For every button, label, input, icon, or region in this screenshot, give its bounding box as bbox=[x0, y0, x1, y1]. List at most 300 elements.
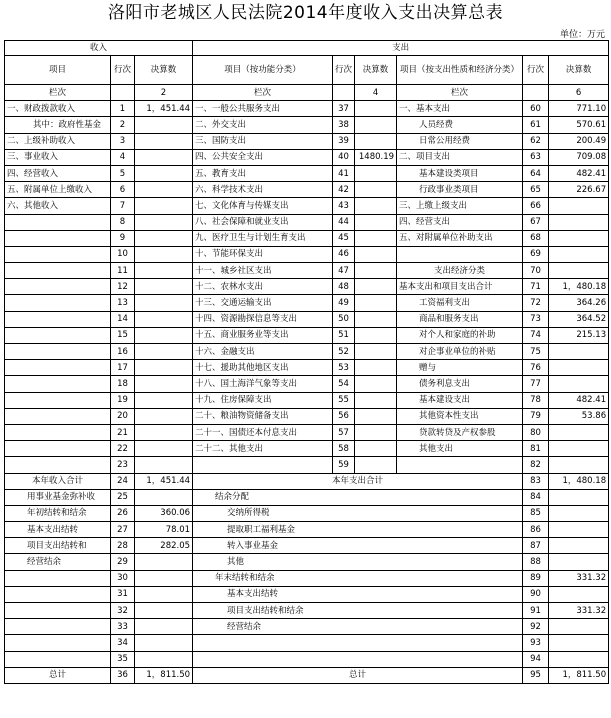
econ-item: 基本支出和项目支出合计 bbox=[397, 279, 523, 295]
income-item: 本年收入合计 bbox=[5, 473, 111, 489]
func-row-no: 51 bbox=[333, 327, 355, 343]
income-row-no: 14 bbox=[111, 311, 135, 327]
expenditure-row-no: 85 bbox=[523, 505, 549, 521]
expenditure-amount bbox=[549, 619, 609, 635]
income-row-no: 27 bbox=[111, 522, 135, 538]
income-amount bbox=[135, 279, 193, 295]
table-row bbox=[5, 246, 609, 262]
econ-row-no: 70 bbox=[523, 263, 549, 279]
income-row-no: 20 bbox=[111, 408, 135, 424]
func-amount bbox=[355, 182, 397, 198]
income-item bbox=[5, 360, 111, 376]
col-label: 栏次 bbox=[193, 85, 333, 101]
income-item: 三、事业收入 bbox=[5, 149, 111, 165]
econ-item: 五、对附属单位补助支出 bbox=[397, 230, 523, 246]
table-row bbox=[5, 101, 609, 117]
income-item bbox=[5, 586, 111, 602]
econ-item bbox=[397, 246, 523, 262]
func-item: 九、医疗卫生与计划生育支出 bbox=[193, 230, 333, 246]
table-row bbox=[5, 635, 609, 651]
income-amount bbox=[135, 651, 193, 667]
income-item bbox=[5, 230, 111, 246]
func-amount bbox=[355, 441, 397, 457]
func-amount bbox=[355, 263, 397, 279]
econ-item: 赠与 bbox=[397, 360, 523, 376]
expenditure-item: 总计 bbox=[193, 667, 523, 683]
econ-row-no: 71 bbox=[523, 279, 549, 295]
func-row-no: 40 bbox=[333, 149, 355, 165]
income-amount: 360.06 bbox=[135, 505, 193, 521]
income-amount bbox=[135, 327, 193, 343]
income-item bbox=[5, 392, 111, 408]
econ-row-no: 81 bbox=[523, 441, 549, 457]
income-row-no: 21 bbox=[111, 424, 135, 440]
econ-amount: 53.86 bbox=[549, 408, 609, 424]
income-item bbox=[5, 424, 111, 440]
econ-row-no: 75 bbox=[523, 344, 549, 360]
econ-item bbox=[397, 457, 523, 473]
func-item bbox=[193, 457, 333, 473]
func-item: 十九、住房保障支出 bbox=[193, 392, 333, 408]
func-row-no: 58 bbox=[333, 441, 355, 457]
income-row-no: 22 bbox=[111, 441, 135, 457]
expenditure-item: 转入事业基金 bbox=[193, 538, 523, 554]
econ-amount bbox=[549, 246, 609, 262]
income-amount bbox=[135, 441, 193, 457]
func-row-no: 57 bbox=[333, 424, 355, 440]
func-amount bbox=[355, 376, 397, 392]
func-amount bbox=[355, 408, 397, 424]
income-row-no: 35 bbox=[111, 651, 135, 667]
table-row bbox=[5, 279, 609, 295]
income-item: 总计 bbox=[5, 667, 111, 683]
expenditure-row-no: 86 bbox=[523, 522, 549, 538]
econ-row-no: 73 bbox=[523, 311, 549, 327]
func-item: 十一、城乡社区支出 bbox=[193, 263, 333, 279]
expenditure-item: 交纳所得税 bbox=[193, 505, 523, 521]
income-item bbox=[5, 279, 111, 295]
income-row-no: 1 bbox=[111, 101, 135, 117]
table-row bbox=[5, 522, 609, 538]
func-item: 十、节能环保支出 bbox=[193, 246, 333, 262]
table-row bbox=[5, 392, 609, 408]
econ-row-no: 62 bbox=[523, 133, 549, 149]
econ-item: 基本建设支出 bbox=[397, 392, 523, 408]
income-amount bbox=[135, 133, 193, 149]
expenditure-amount bbox=[549, 538, 609, 554]
func-row-no: 43 bbox=[333, 198, 355, 214]
func-item: 二、外交支出 bbox=[193, 117, 333, 133]
income-amount bbox=[135, 214, 193, 230]
col-econ-item-header: 项目（按支出性质和经济分类） bbox=[397, 56, 523, 85]
income-amount bbox=[135, 635, 193, 651]
func-item: 十七、援助其他地区支出 bbox=[193, 360, 333, 376]
income-row-no: 26 bbox=[111, 505, 135, 521]
func-row-no: 59 bbox=[333, 457, 355, 473]
econ-amount: 570.61 bbox=[549, 117, 609, 133]
table-row bbox=[5, 473, 609, 489]
func-row-no: 50 bbox=[333, 311, 355, 327]
func-row-no: 37 bbox=[333, 101, 355, 117]
income-item bbox=[5, 603, 111, 619]
income-row-no: 32 bbox=[111, 603, 135, 619]
expenditure-row-no: 93 bbox=[523, 635, 549, 651]
income-amount bbox=[135, 554, 193, 570]
econ-item: 其他支出 bbox=[397, 441, 523, 457]
table-row bbox=[5, 441, 609, 457]
econ-amount: 200.49 bbox=[549, 133, 609, 149]
expenditure-amount bbox=[549, 554, 609, 570]
func-amount bbox=[355, 246, 397, 262]
func-row-no: 46 bbox=[333, 246, 355, 262]
expenditure-item bbox=[193, 651, 523, 667]
income-amount bbox=[135, 198, 193, 214]
income-item: 基本支出结转 bbox=[5, 522, 111, 538]
income-row-no: 28 bbox=[111, 538, 135, 554]
func-amount bbox=[355, 230, 397, 246]
func-amount bbox=[355, 214, 397, 230]
econ-row-no: 67 bbox=[523, 214, 549, 230]
econ-row-no: 60 bbox=[523, 101, 549, 117]
income-row-no: 31 bbox=[111, 586, 135, 602]
col-num: 6 bbox=[549, 85, 609, 101]
income-amount bbox=[135, 117, 193, 133]
econ-row-no: 63 bbox=[523, 149, 549, 165]
expenditure-row-no: 91 bbox=[523, 603, 549, 619]
income-amount bbox=[135, 230, 193, 246]
table-row bbox=[5, 457, 609, 473]
econ-amount bbox=[549, 230, 609, 246]
table-row bbox=[5, 149, 609, 165]
expenditure-row-no: 95 bbox=[523, 667, 549, 683]
income-row-no: 36 bbox=[111, 667, 135, 683]
table-row bbox=[5, 554, 609, 570]
income-amount bbox=[135, 586, 193, 602]
col-func-item-header: 项目（按功能分类） bbox=[193, 56, 333, 85]
income-row-no: 24 bbox=[111, 473, 135, 489]
econ-row-no: 74 bbox=[523, 327, 549, 343]
econ-row-no: 82 bbox=[523, 457, 549, 473]
table-row bbox=[5, 360, 609, 376]
econ-row-no: 68 bbox=[523, 230, 549, 246]
econ-item: 四、经营支出 bbox=[397, 214, 523, 230]
col-amount-header: 决算数 bbox=[355, 56, 397, 85]
income-row-no: 5 bbox=[111, 165, 135, 181]
income-item: 项目支出结转和 bbox=[5, 538, 111, 554]
income-amount bbox=[135, 489, 193, 505]
expenditure-row-no: 90 bbox=[523, 586, 549, 602]
income-row-no: 8 bbox=[111, 214, 135, 230]
expenditure-row-no: 92 bbox=[523, 619, 549, 635]
income-row-no: 25 bbox=[111, 489, 135, 505]
income-item: 四、经营收入 bbox=[5, 165, 111, 181]
func-item: 二十、粮油物资储备支出 bbox=[193, 408, 333, 424]
income-row-no: 10 bbox=[111, 246, 135, 262]
income-amount bbox=[135, 311, 193, 327]
income-item bbox=[5, 263, 111, 279]
income-item: 五、附属单位上缴收入 bbox=[5, 182, 111, 198]
func-amount bbox=[355, 279, 397, 295]
income-item bbox=[5, 651, 111, 667]
table-row bbox=[5, 133, 609, 149]
expenditure-row-no: 94 bbox=[523, 651, 549, 667]
econ-amount: 482.41 bbox=[549, 392, 609, 408]
budget-table bbox=[4, 40, 609, 684]
econ-amount: 709.08 bbox=[549, 149, 609, 165]
expenditure-amount: 331.32 bbox=[549, 570, 609, 586]
econ-row-no: 66 bbox=[523, 198, 549, 214]
unit-label: 单位：万元 bbox=[559, 30, 605, 40]
func-amount bbox=[355, 424, 397, 440]
table-row bbox=[5, 570, 609, 586]
econ-row-no: 65 bbox=[523, 182, 549, 198]
col-num: 2 bbox=[135, 85, 193, 101]
func-item: 八、社会保障和就业支出 bbox=[193, 214, 333, 230]
econ-amount bbox=[549, 263, 609, 279]
income-row-no: 2 bbox=[111, 117, 135, 133]
econ-item: 债务利息支出 bbox=[397, 376, 523, 392]
expenditure-row-no: 88 bbox=[523, 554, 549, 570]
income-row-no: 18 bbox=[111, 376, 135, 392]
econ-amount bbox=[549, 457, 609, 473]
income-amount bbox=[135, 149, 193, 165]
income-item: 经营结余 bbox=[5, 554, 111, 570]
func-row-no: 52 bbox=[333, 344, 355, 360]
expenditure-item: 结余分配 bbox=[193, 489, 523, 505]
income-amount bbox=[135, 619, 193, 635]
income-amount bbox=[135, 424, 193, 440]
income-amount bbox=[135, 344, 193, 360]
econ-row-no: 61 bbox=[523, 117, 549, 133]
income-row-no: 7 bbox=[111, 198, 135, 214]
econ-row-no: 78 bbox=[523, 392, 549, 408]
econ-row-no: 64 bbox=[523, 165, 549, 181]
income-amount bbox=[135, 360, 193, 376]
table-row bbox=[5, 651, 609, 667]
income-row-no: 29 bbox=[111, 554, 135, 570]
func-item: 十三、交通运输支出 bbox=[193, 295, 333, 311]
col-num: 4 bbox=[355, 85, 397, 101]
econ-item: 其他资本性支出 bbox=[397, 408, 523, 424]
table-row bbox=[5, 263, 609, 279]
econ-row-no: 79 bbox=[523, 408, 549, 424]
expenditure-amount bbox=[549, 651, 609, 667]
expenditure-item: 经营结余 bbox=[193, 619, 523, 635]
income-item bbox=[5, 408, 111, 424]
table-row bbox=[5, 311, 609, 327]
income-amount bbox=[135, 295, 193, 311]
econ-amount: 215.13 bbox=[549, 327, 609, 343]
econ-amount: 364.26 bbox=[549, 295, 609, 311]
expenditure-item: 其他 bbox=[193, 554, 523, 570]
expenditure-amount bbox=[549, 489, 609, 505]
econ-amount: 1，480.18 bbox=[549, 279, 609, 295]
income-row-no: 23 bbox=[111, 457, 135, 473]
table-row bbox=[5, 619, 609, 635]
func-row-no: 38 bbox=[333, 117, 355, 133]
econ-amount bbox=[549, 360, 609, 376]
table-row bbox=[5, 376, 609, 392]
econ-item: 工资福利支出 bbox=[397, 295, 523, 311]
income-item bbox=[5, 635, 111, 651]
income-item bbox=[5, 311, 111, 327]
func-item: 五、教育支出 bbox=[193, 165, 333, 181]
income-item bbox=[5, 441, 111, 457]
table-row bbox=[5, 198, 609, 214]
income-row-no: 19 bbox=[111, 392, 135, 408]
func-amount bbox=[355, 165, 397, 181]
table-row bbox=[5, 424, 609, 440]
func-amount bbox=[355, 198, 397, 214]
table-row bbox=[5, 165, 609, 181]
econ-amount bbox=[549, 376, 609, 392]
expenditure-amount bbox=[549, 635, 609, 651]
func-row-no: 47 bbox=[333, 263, 355, 279]
func-amount bbox=[355, 344, 397, 360]
econ-amount bbox=[549, 214, 609, 230]
income-row-no: 34 bbox=[111, 635, 135, 651]
func-item: 二十一、国债还本付息支出 bbox=[193, 424, 333, 440]
income-row-no: 9 bbox=[111, 230, 135, 246]
table-row bbox=[5, 538, 609, 554]
econ-amount bbox=[549, 344, 609, 360]
table-row bbox=[5, 182, 609, 198]
table-row bbox=[5, 295, 609, 311]
expenditure-item: 提取职工福利基金 bbox=[193, 522, 523, 538]
income-item bbox=[5, 570, 111, 586]
income-amount bbox=[135, 457, 193, 473]
expenditure-row-no: 89 bbox=[523, 570, 549, 586]
income-row-no: 6 bbox=[111, 182, 135, 198]
func-amount bbox=[355, 360, 397, 376]
func-amount bbox=[355, 311, 397, 327]
econ-item: 贷款转贷及产权参股 bbox=[397, 424, 523, 440]
income-item: 一、财政拨款收入 bbox=[5, 101, 111, 117]
expenditure-row-no: 84 bbox=[523, 489, 549, 505]
income-amount bbox=[135, 165, 193, 181]
income-item: 二、上级补助收入 bbox=[5, 133, 111, 149]
table-row bbox=[5, 230, 609, 246]
income-item bbox=[5, 327, 111, 343]
func-amount bbox=[355, 117, 397, 133]
income-item bbox=[5, 457, 111, 473]
expenditure-amount bbox=[549, 586, 609, 602]
func-row-no: 48 bbox=[333, 279, 355, 295]
col-rowno-header: 行次 bbox=[111, 56, 135, 85]
func-item: 十四、资源勘探信息等支出 bbox=[193, 311, 333, 327]
func-item: 十二、农林水支出 bbox=[193, 279, 333, 295]
table-row bbox=[5, 603, 609, 619]
func-row-no: 42 bbox=[333, 182, 355, 198]
income-header: 收入 bbox=[5, 41, 193, 56]
income-amount bbox=[135, 376, 193, 392]
func-row-no: 53 bbox=[333, 360, 355, 376]
col-label: 栏次 bbox=[397, 85, 523, 101]
econ-item: 日常公用经费 bbox=[397, 133, 523, 149]
income-row-no: 13 bbox=[111, 295, 135, 311]
expenditure-row-no: 83 bbox=[523, 473, 549, 489]
econ-row-no: 69 bbox=[523, 246, 549, 262]
econ-item: 三、上缴上级支出 bbox=[397, 198, 523, 214]
income-item: 用事业基金弥补收 bbox=[5, 489, 111, 505]
income-item bbox=[5, 295, 111, 311]
econ-item: 对个人和家庭的补助 bbox=[397, 327, 523, 343]
col-rowno-header: 行次 bbox=[523, 56, 549, 85]
econ-amount bbox=[549, 424, 609, 440]
expenditure-item: 年末结转和结余 bbox=[193, 570, 523, 586]
func-amount bbox=[355, 327, 397, 343]
expenditure-item bbox=[193, 635, 523, 651]
expenditure-amount: 1，480.18 bbox=[549, 473, 609, 489]
func-item: 十五、商业服务业等支出 bbox=[193, 327, 333, 343]
econ-amount: 364.52 bbox=[549, 311, 609, 327]
func-item: 三、国防支出 bbox=[193, 133, 333, 149]
income-row-no: 4 bbox=[111, 149, 135, 165]
func-item: 一、一般公共服务支出 bbox=[193, 101, 333, 117]
income-row-no: 30 bbox=[111, 570, 135, 586]
func-item: 四、公共安全支出 bbox=[193, 149, 333, 165]
econ-item: 商品和服务支出 bbox=[397, 311, 523, 327]
table-row bbox=[5, 489, 609, 505]
income-item bbox=[5, 376, 111, 392]
income-item: 六、其他收入 bbox=[5, 198, 111, 214]
income-amount: 1，451.44 bbox=[135, 101, 193, 117]
econ-row-no: 72 bbox=[523, 295, 549, 311]
income-row-no: 3 bbox=[111, 133, 135, 149]
income-item: 年初结转和结余 bbox=[5, 505, 111, 521]
econ-item: 二、项目支出 bbox=[397, 149, 523, 165]
func-row-no: 39 bbox=[333, 133, 355, 149]
expenditure-amount: 1，811.50 bbox=[549, 667, 609, 683]
income-amount bbox=[135, 603, 193, 619]
func-row-no: 55 bbox=[333, 392, 355, 408]
income-row-no: 15 bbox=[111, 327, 135, 343]
income-row-no: 11 bbox=[111, 263, 135, 279]
func-item: 七、文化体育与传媒支出 bbox=[193, 198, 333, 214]
col-item-header: 项目 bbox=[5, 56, 111, 85]
income-amount bbox=[135, 182, 193, 198]
table-row bbox=[5, 586, 609, 602]
expenditure-item: 基本支出结转 bbox=[193, 586, 523, 602]
table-row bbox=[5, 214, 609, 230]
econ-amount: 771.10 bbox=[549, 101, 609, 117]
income-amount bbox=[135, 570, 193, 586]
income-item bbox=[5, 344, 111, 360]
econ-item: 行政事业类项目 bbox=[397, 182, 523, 198]
func-row-no: 54 bbox=[333, 376, 355, 392]
func-amount bbox=[355, 101, 397, 117]
econ-amount: 482.41 bbox=[549, 165, 609, 181]
income-amount bbox=[135, 392, 193, 408]
func-item: 十八、国土海洋气象等支出 bbox=[193, 376, 333, 392]
econ-item: 一、基本支出 bbox=[397, 101, 523, 117]
func-amount bbox=[355, 295, 397, 311]
expenditure-amount bbox=[549, 522, 609, 538]
income-item bbox=[5, 619, 111, 635]
func-row-no: 44 bbox=[333, 214, 355, 230]
income-item bbox=[5, 246, 111, 262]
func-amount bbox=[355, 457, 397, 473]
income-amount: 1，451.44 bbox=[135, 473, 193, 489]
func-row-no: 49 bbox=[333, 295, 355, 311]
expenditure-item: 项目支出结转和结余 bbox=[193, 603, 523, 619]
income-amount: 1，811.50 bbox=[135, 667, 193, 683]
econ-row-no: 76 bbox=[523, 360, 549, 376]
table-row bbox=[5, 117, 609, 133]
income-item: 其中：政府性基金 bbox=[5, 117, 111, 133]
func-row-no: 45 bbox=[333, 230, 355, 246]
income-row-no: 16 bbox=[111, 344, 135, 360]
